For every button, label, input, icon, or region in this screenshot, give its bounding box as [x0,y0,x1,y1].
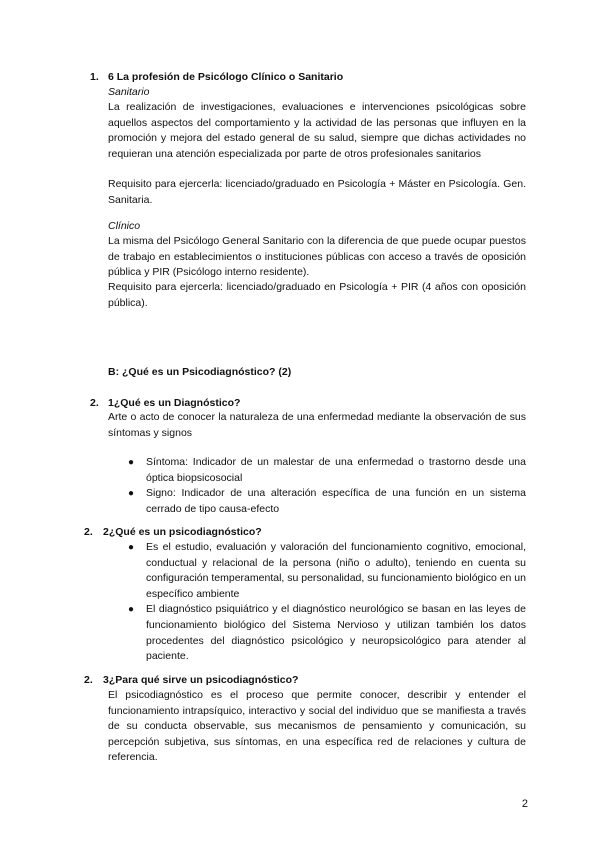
question-3-heading: 3¿Para qué sirve un psicodiagnóstico? [103,674,299,686]
page-number: 2 [521,798,528,810]
section-heading: 6 La profesión de Psicólogo Clínico o Sanitario [108,71,344,83]
question-2-bullet-list [128,540,526,665]
section-b-heading: B: ¿Qué es un Psicodiagnóstico? (2) [108,366,292,378]
question-2-heading: 2¿Qué es un psicodiagnóstico? [103,526,262,538]
subheading-sanitario: Sanitario [108,86,150,98]
bullet-icon: ● [128,542,135,553]
list-item: ● Es el estudio, evaluación y valoración del funcionamiento cognitivo, emocional, conductual y relacional de la persona (niño o adulto), teniendo en cuenta su configuración temperamental, su personalidad, su funcionamiento biológico en un específico ambiente [128,541,526,600]
list-item: ● El diagnóstico psiquiátrico y el diagnóstico neurológico se basan en las leyes de funcionamiento biológico del Sistema Nervioso y utilizan también los datos procedentes del diagnóstico psicológico y neuropsicológico para atender al paciente. [128,603,526,663]
bullet-icon: ● [128,457,135,468]
subheading-clinico: Clínico [108,220,141,232]
paragraph-clinico: La misma del Psicólogo General Sanitario con la diferencia de que puede ocupar puestos de trabajo en establecimientos o instituciones públicas con acceso a través de oposición pública y PIR (Psicólogo interno residente). [108,235,526,279]
question-1-paragraph: Arte o acto de conocer la naturaleza de una enfermedad mediante la observación de sus síntomas y signos [108,411,526,439]
list-item: ● Signo: Indicador de una alteración específica de una función en un sistema cerrado de tipo causa-efecto [128,487,526,515]
question-3-number: 2. [84,674,93,686]
bullet-icon: ● [128,488,135,500]
question-3-paragraph: El psicodiagnóstico es el proceso que permite conocer, describir y entender el funcionamiento intrapsíquico, interactivo y social del individuo que se manifiesta a través de su conducta observable, sus mecanismos de pensamiento y comunicación, su percepción subjetiva, sus síntomas, en una específica red de relaciones y cultura de referencia. [108,689,526,764]
bullet-icon: ● [128,604,135,616]
question-2-number: 2. [84,526,93,538]
question-1-number: 2. [90,397,99,409]
list-item: ● Síntoma: Indicador de un malestar de una enfermedad o trastorno desde una óptica biopsicosocial [128,456,526,484]
question-1-bullet-list [128,455,526,517]
paragraph-sanitario: La realización de investigaciones, evaluaciones e intervenciones psicológicas sobre aquellos aspectos del comportamiento y la actividad de las personas que influyen en la promoción y mejora del estado general de su salud, siempre que dichas actividades no requieran una atención especializada por parte de otros profesionales sanitarios [108,101,526,160]
paragraph-sanitario-requirement: Requisito para ejercerla: licenciado/graduado en Psicología + Máster en Psicología. Gen. Sanitaria. [108,178,526,206]
paragraph-clinico-requirement: Requisito para ejercerla: licenciado/graduado en Psicología + PIR (4 años con oposición pública). [108,281,526,309]
question-1-heading: 1¿Qué es un Diagnóstico? [108,397,241,409]
section-number: 1. [90,71,99,83]
